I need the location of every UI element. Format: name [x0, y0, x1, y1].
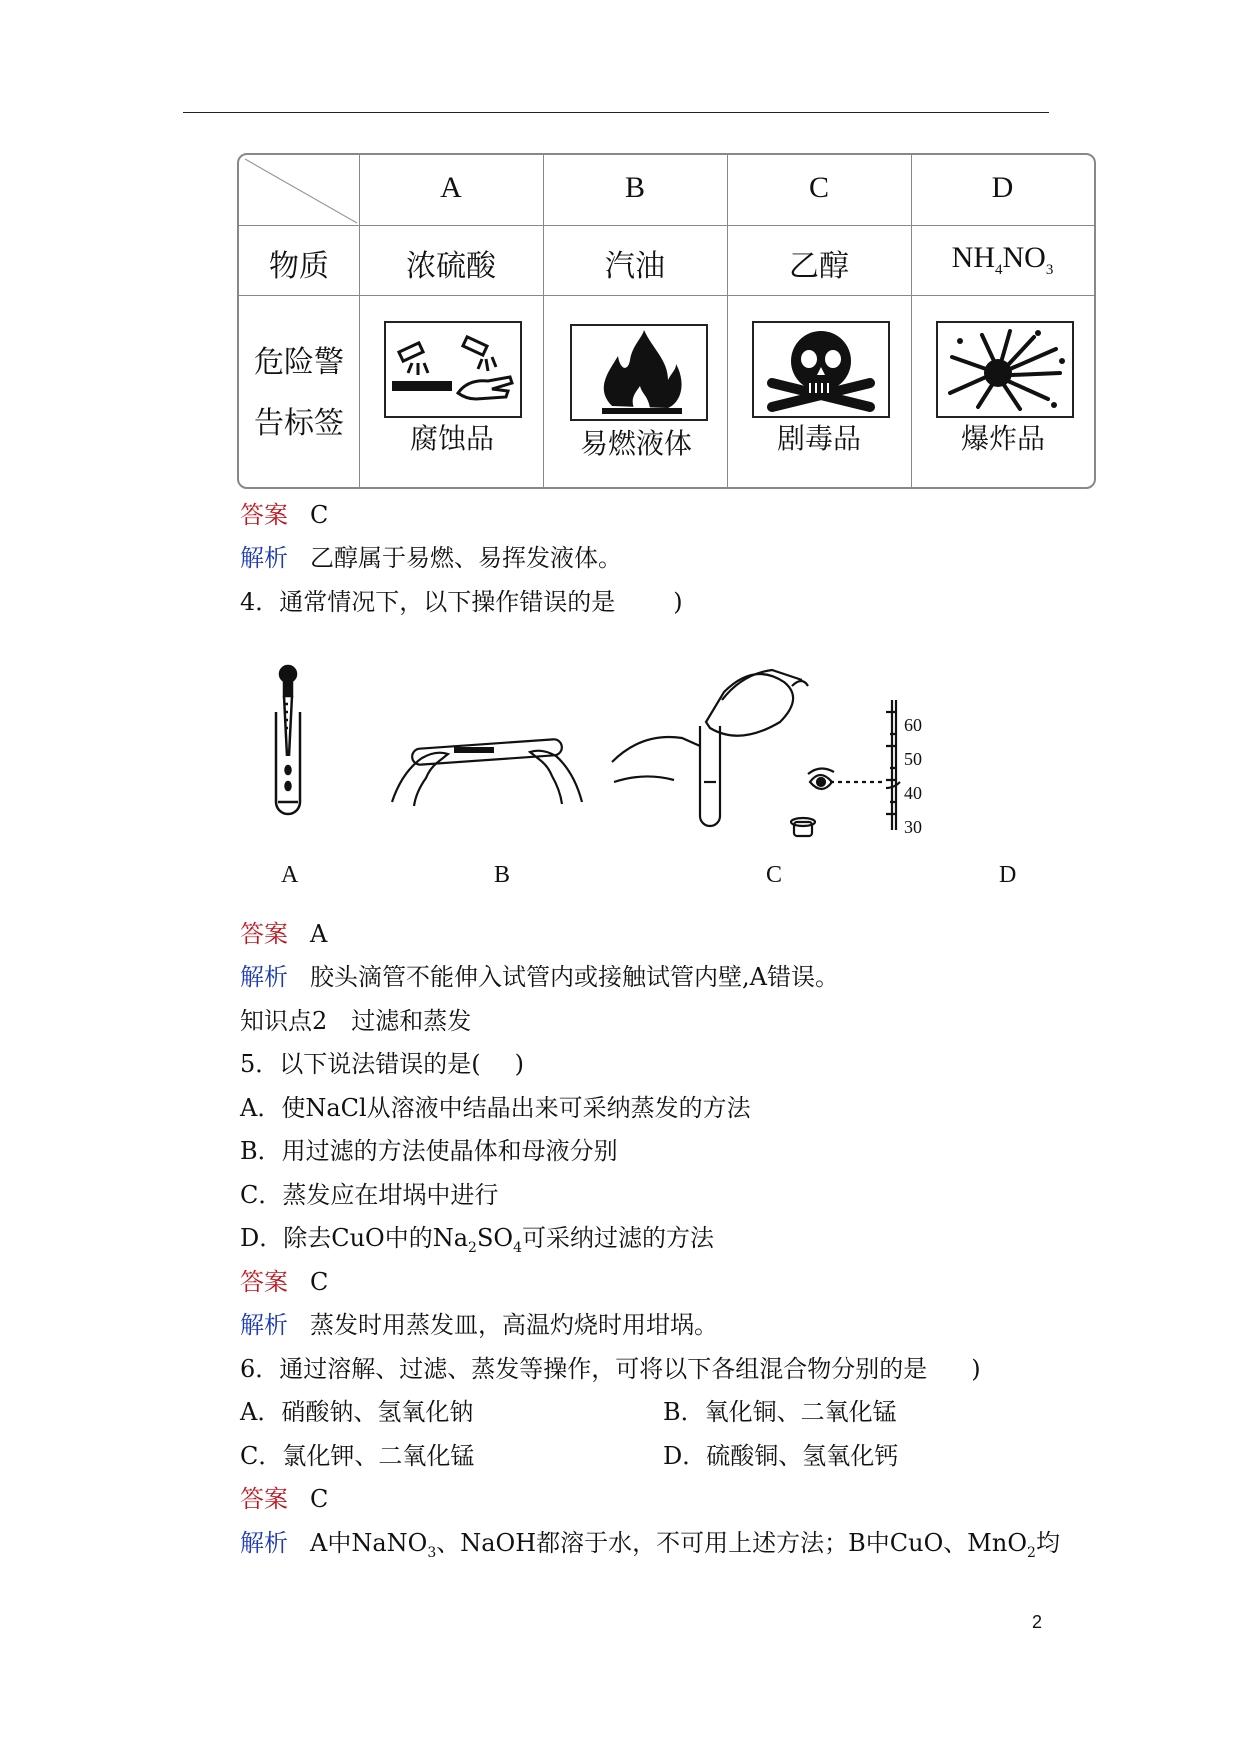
answer-line	[240, 500, 328, 530]
analysis-tag: 解析	[240, 544, 288, 572]
option: D．除去CuO中的$Na_2SO_4$可采纳过滤的方法	[240, 1224, 715, 1256]
option: B．氧化铜、二氧化锰	[663, 1398, 897, 1426]
answer-line: 答案 C	[240, 1268, 329, 1296]
table-header: B	[624, 171, 645, 204]
substance-cell: 浓硫酸	[406, 249, 496, 284]
analysis-line: 解析 胶头滴管不能伸入试管内或接触试管内壁,A错误。	[240, 963, 839, 991]
analysis-line: 解析 A中NaNO$_3$、NaOH都溶于水，不可用上述方法；B中CuO、MnO$_2$均	[240, 1529, 1060, 1561]
question-5: 5．以下说法错误的是( )	[240, 1050, 525, 1078]
row-label-hazard-2: 告标签	[254, 406, 344, 441]
answer-value: C	[310, 501, 329, 529]
sign-label: 腐蚀品	[409, 422, 494, 455]
sign-label: 易燃液体	[579, 427, 692, 460]
answer-tag: 答案	[240, 501, 288, 529]
option: C．氯化钾、二氧化锰	[240, 1442, 475, 1470]
option: A．硝酸钠、氢氧化钠	[240, 1398, 474, 1426]
row-label-substance: 物质	[269, 249, 329, 284]
pouring-liquid-icon	[612, 670, 815, 836]
question-4: 4．通常情况下，以下操作错误的是 )	[240, 588, 683, 616]
substance-cell: 汽油	[605, 249, 665, 284]
row-label-hazard-1: 危险警	[254, 345, 344, 380]
graduated-cylinder-icon	[808, 700, 900, 830]
corrosive-icon	[384, 321, 522, 418]
option: C．蒸发应在坩埚中进行	[240, 1181, 499, 1209]
figure-label: A	[281, 862, 299, 888]
lab-operations-figure	[232, 632, 1062, 900]
section-heading: 知识点2 过滤和蒸发	[240, 1007, 472, 1035]
table-header: D	[991, 171, 1014, 204]
hazard-table	[237, 153, 1096, 489]
cylinder-tick-labels: 60 50 40 30	[904, 715, 922, 837]
explosion-icon	[936, 321, 1074, 418]
sign-label: 剧毒品	[776, 422, 861, 455]
analysis-line	[240, 543, 622, 573]
skull-crossbones-icon	[752, 321, 890, 418]
table-header: A	[440, 171, 462, 204]
flame-icon	[570, 324, 708, 421]
dropper-in-tube-icon	[276, 666, 300, 814]
option: D．硫酸铜、氢氧化钙	[663, 1442, 899, 1470]
option: A．使NaCl从溶液中结晶出来可采纳蒸发的方法	[240, 1094, 751, 1122]
substance-cell-nh4no3: $NH_4NO_3$	[951, 241, 1054, 278]
substance-cell: 乙醇	[789, 249, 849, 284]
page-number: 2	[1032, 1612, 1043, 1632]
option: B．用过滤的方法使晶体和母液分别	[240, 1137, 618, 1165]
question-6: 6．通过溶解、过滤、蒸发等操作，可将以下各组混合物分别的是 )	[240, 1355, 981, 1383]
hands-holding-tube-icon	[392, 739, 582, 806]
answer-line: 答案 A	[240, 920, 328, 948]
analysis-line: 解析 蒸发时用蒸发皿，高温灼烧时用坩埚。	[240, 1311, 718, 1339]
table-header: C	[808, 171, 829, 204]
diagonal-corner	[239, 155, 359, 225]
figure-label: C	[766, 862, 783, 888]
analysis-text: 乙醇属于易燃、易挥发液体。	[310, 544, 622, 572]
figure-label: B	[494, 862, 511, 888]
answer-line: 答案 C	[240, 1485, 329, 1513]
sign-label: 爆炸品	[960, 422, 1045, 455]
header-rule	[183, 112, 1049, 113]
figure-label: D	[999, 862, 1017, 888]
